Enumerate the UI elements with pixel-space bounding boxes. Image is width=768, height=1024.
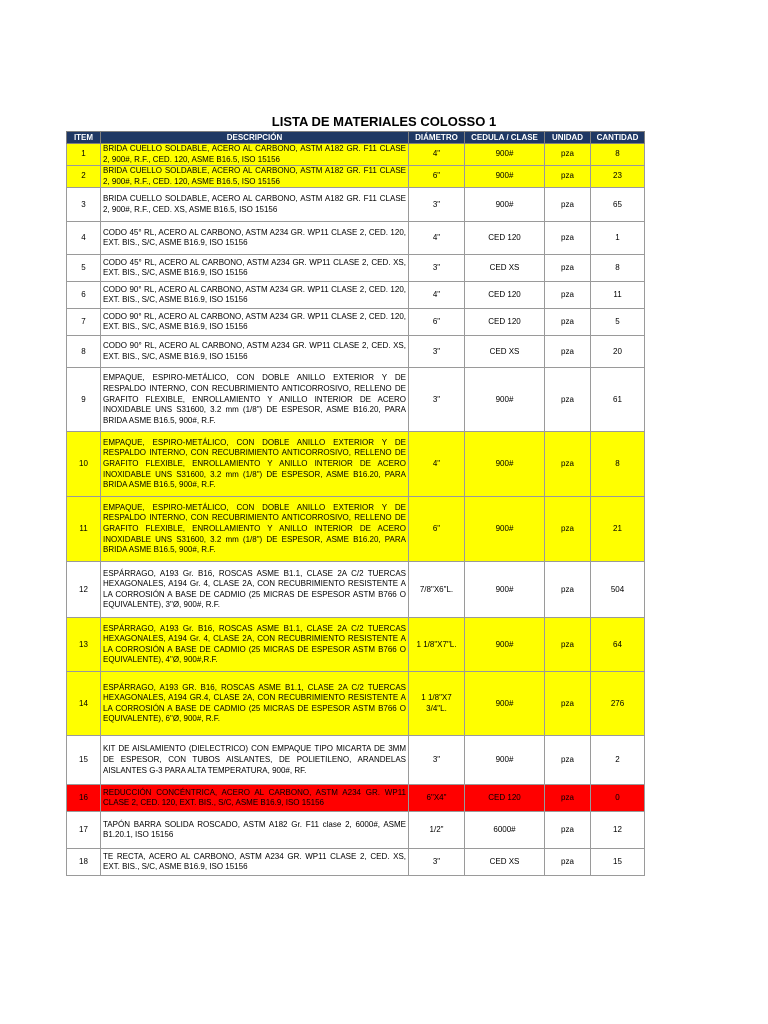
table-row bbox=[67, 562, 645, 618]
cell-cantidad: 15 bbox=[591, 849, 645, 876]
cell-cantidad: 5 bbox=[591, 309, 645, 336]
cell-cantidad: 276 bbox=[591, 672, 645, 736]
cell-cantidad: 8 bbox=[591, 144, 645, 166]
cell-cantidad: 61 bbox=[591, 368, 645, 432]
cell-cantidad: 20 bbox=[591, 336, 645, 368]
cell-cantidad: 1 bbox=[591, 222, 645, 255]
table-row bbox=[67, 812, 645, 849]
cell-unidad: pza bbox=[545, 849, 591, 876]
cell-item: 17 bbox=[67, 812, 101, 849]
cell-description: EMPAQUE, ESPIRO-METÁLICO, CON DOBLE ANILLO EXTERIOR Y DE RESPALDO INTERNO, CON RECUBRIMIENTO ANTICORROSIVO, RELLENO DE GRAFITO FLEXIBLE, ENROLLAMIENTO Y ANILLO INTERIOR DE ACERO INOXIDABLE UNS S31600, 3.2 mm (1/8") DE ESPESOR, ASME B16.20, PARA BRIDA ASME B16.5, 900#, R.F. bbox=[101, 497, 409, 562]
cell-unidad: pza bbox=[545, 282, 591, 309]
cell-cedula: 900# bbox=[465, 562, 545, 618]
cell-description: TAPÓN BARRA SOLIDA ROSCADO, ASTM A182 Gr. F11 clase 2, 6000#, ASME B1.20.1, ISO 15156 bbox=[101, 812, 409, 849]
cell-unidad: pza bbox=[545, 432, 591, 497]
cell-unidad: pza bbox=[545, 166, 591, 188]
cell-cantidad: 8 bbox=[591, 255, 645, 282]
cell-cedula: 900# bbox=[465, 432, 545, 497]
cell-diameter: 6"X4" bbox=[409, 785, 465, 812]
cell-cedula: 900# bbox=[465, 672, 545, 736]
cell-diameter: 4" bbox=[409, 432, 465, 497]
cell-diameter: 1/2" bbox=[409, 812, 465, 849]
cell-cantidad: 0 bbox=[591, 785, 645, 812]
cell-description: CODO 90° RL, ACERO AL CARBONO, ASTM A234 GR. WP11 CLASE 2, CED. 120, EXT. BIS., S/C, ASME B16.9, ISO 15156 bbox=[101, 309, 409, 336]
table-row bbox=[67, 849, 645, 876]
cell-cedula: 900# bbox=[465, 736, 545, 785]
cell-cantidad: 65 bbox=[591, 188, 645, 222]
materials-table bbox=[66, 131, 645, 876]
cell-item: 5 bbox=[67, 255, 101, 282]
cell-diameter: 3" bbox=[409, 368, 465, 432]
table-header-row bbox=[67, 132, 645, 144]
cell-unidad: pza bbox=[545, 188, 591, 222]
cell-description: EMPAQUE, ESPIRO-METÁLICO, CON DOBLE ANILLO EXTERIOR Y DE RESPALDO INTERNO, CON RECUBRIMIENTO ANTICORROSIVO, RELLENO DE GRAFITO FLEXIBLE, ENROLLAMIENTO Y ANILLO INTERIOR DE ACERO INOXIDABLE UNS S31600, 3.2 mm (1/8") DE ESPESOR, ASME B16.20, PARA BRIDA ASME B16.5, 900#, R.F. bbox=[101, 432, 409, 497]
cell-cedula: 900# bbox=[465, 188, 545, 222]
table-row bbox=[67, 222, 645, 255]
cell-cedula: 900# bbox=[465, 144, 545, 166]
cell-unidad: pza bbox=[545, 368, 591, 432]
cell-cedula: CED XS bbox=[465, 849, 545, 876]
cell-cantidad: 11 bbox=[591, 282, 645, 309]
cell-diameter: 1 1/8"X7 3/4"L. bbox=[409, 672, 465, 736]
cell-unidad: pza bbox=[545, 144, 591, 166]
table-row bbox=[67, 618, 645, 672]
cell-item: 16 bbox=[67, 785, 101, 812]
cell-description: CODO 45° RL, ACERO AL CARBONO, ASTM A234 GR. WP11 CLASE 2, CED. 120, EXT. BIS., S/C, ASME B16.9, ISO 15156 bbox=[101, 222, 409, 255]
table-row bbox=[67, 432, 645, 497]
cell-diameter: 7/8"X6"L. bbox=[409, 562, 465, 618]
cell-unidad: pza bbox=[545, 497, 591, 562]
table-row bbox=[67, 144, 645, 166]
cell-unidad: pza bbox=[545, 309, 591, 336]
cell-description: CODO 45° RL, ACERO AL CARBONO, ASTM A234 GR. WP11 CLASE 2, CED. XS, EXT. BIS., S/C, ASME B16.9, ISO 15156 bbox=[101, 255, 409, 282]
page-title: LISTA DE MATERIALES COLOSSO 1 bbox=[271, 114, 497, 129]
cell-diameter: 4" bbox=[409, 222, 465, 255]
cell-description: CODO 90° RL, ACERO AL CARBONO, ASTM A234 GR. WP11 CLASE 2, CED. 120, EXT. BIS., S/C, ASME B16.9, ISO 15156 bbox=[101, 282, 409, 309]
cell-cedula: CED 120 bbox=[465, 309, 545, 336]
cell-diameter: 6" bbox=[409, 309, 465, 336]
cell-item: 6 bbox=[67, 282, 101, 309]
cell-description: KIT DE AISLAMIENTO (DIELECTRICO) CON EMPAQUE TIPO MICARTA DE 3MM DE ESPESOR, CON TUBOS AISLANTES, DE POLIETILENO, ARANDELAS AISLANTES G-3 PARA ALTA TEMPERATURA, 900#, RF. bbox=[101, 736, 409, 785]
cell-unidad: pza bbox=[545, 618, 591, 672]
cell-cantidad: 64 bbox=[591, 618, 645, 672]
cell-item: 12 bbox=[67, 562, 101, 618]
cell-cantidad: 8 bbox=[591, 432, 645, 497]
cell-unidad: pza bbox=[545, 736, 591, 785]
cell-cedula: 900# bbox=[465, 368, 545, 432]
cell-unidad: pza bbox=[545, 562, 591, 618]
cell-unidad: pza bbox=[545, 672, 591, 736]
header-description: DESCRIPCIÓN bbox=[101, 132, 409, 144]
cell-diameter: 3" bbox=[409, 336, 465, 368]
cell-diameter: 3" bbox=[409, 188, 465, 222]
cell-diameter: 3" bbox=[409, 736, 465, 785]
cell-item: 8 bbox=[67, 336, 101, 368]
header-cantidad: CANTIDAD bbox=[591, 132, 645, 144]
cell-item: 14 bbox=[67, 672, 101, 736]
cell-cedula: 6000# bbox=[465, 812, 545, 849]
cell-item: 7 bbox=[67, 309, 101, 336]
cell-diameter: 4" bbox=[409, 144, 465, 166]
table-row bbox=[67, 736, 645, 785]
cell-cedula: CED 120 bbox=[465, 222, 545, 255]
header-unidad: UNIDAD bbox=[545, 132, 591, 144]
cell-item: 15 bbox=[67, 736, 101, 785]
cell-cantidad: 2 bbox=[591, 736, 645, 785]
table-row bbox=[67, 255, 645, 282]
cell-cantidad: 21 bbox=[591, 497, 645, 562]
table-row bbox=[67, 282, 645, 309]
cell-diameter: 1 1/8"X7"L. bbox=[409, 618, 465, 672]
cell-item: 2 bbox=[67, 166, 101, 188]
cell-cedula: 900# bbox=[465, 497, 545, 562]
table-row bbox=[67, 336, 645, 368]
table-row bbox=[67, 188, 645, 222]
cell-description: TE RECTA, ACERO AL CARBONO, ASTM A234 GR. WP11 CLASE 2, CED. XS, EXT. BIS., S/C, ASME B16.9, ISO 15156 bbox=[101, 849, 409, 876]
cell-cedula: CED 120 bbox=[465, 785, 545, 812]
cell-description: CODO 90° RL, ACERO AL CARBONO, ASTM A234 GR. WP11 CLASE 2, CED. XS, EXT. BIS., S/C, ASME B16.9, ISO 15156 bbox=[101, 336, 409, 368]
cell-cantidad: 12 bbox=[591, 812, 645, 849]
cell-cedula: 900# bbox=[465, 618, 545, 672]
cell-cedula: CED XS bbox=[465, 336, 545, 368]
table-row bbox=[67, 309, 645, 336]
cell-diameter: 6" bbox=[409, 497, 465, 562]
table-row bbox=[67, 166, 645, 188]
cell-cedula: 900# bbox=[465, 166, 545, 188]
cell-description: BRIDA CUELLO SOLDABLE, ACERO AL CARBONO, ASTM A182 GR. F11 CLASE 2, 900#, R.F., CED. 120, ASME B16.5, ISO 15156 bbox=[101, 144, 409, 166]
cell-item: 13 bbox=[67, 618, 101, 672]
cell-item: 11 bbox=[67, 497, 101, 562]
cell-description: BRIDA CUELLO SOLDABLE, ACERO AL CARBONO, ASTM A182 GR. F11 CLASE 2, 900#, R.F., CED. 120, ASME B16.5, ISO 15156 bbox=[101, 166, 409, 188]
cell-description: ESPÁRRAGO, A193 Gr. B16, ROSCAS ASME B1.1, CLASE 2A C/2 TUERCAS HEXAGONALES, A194 Gr. 4, CLASE 2A, CON RECUBRIMIENTO RESISTENTE A LA CORROSIÓN A BASE DE CADMIO (25 MICRAS DE ESPESOR ASTM B766 O EQUIVALENTE), 4"Ø, 900#,R.F. bbox=[101, 618, 409, 672]
cell-unidad: pza bbox=[545, 336, 591, 368]
table-row bbox=[67, 497, 645, 562]
table-row bbox=[67, 785, 645, 812]
cell-item: 3 bbox=[67, 188, 101, 222]
cell-description: ESPÁRRAGO, A193 GR. B16, ROSCAS ASME B1.1, CLASE 2A C/2 TUERCAS HEXAGONALES, A194 GR.4, CLASE 2A, CON RECUBRIMIENTO RESISTENTE A LA CORROSIÓN A BASE DE CADMIO (25 MICRAS DE ESPESOR ASTM B766 O EQUIVALENTE), 6"Ø, 900#, R.F. bbox=[101, 672, 409, 736]
cell-unidad: pza bbox=[545, 785, 591, 812]
cell-cantidad: 504 bbox=[591, 562, 645, 618]
cell-diameter: 3" bbox=[409, 255, 465, 282]
cell-description: ESPÁRRAGO, A193 Gr. B16, ROSCAS ASME B1.1, CLASE 2A C/2 TUERCAS HEXAGONALES, A194 Gr. 4, CLASE 2A, CON RECUBRIMIENTO RESISTENTE A LA CORROSIÓN A BASE DE CADMIO (25 MICRAS DE ESPESOR ASTM B766 O EQUIVALENTE), 3"Ø, 900#, R.F. bbox=[101, 562, 409, 618]
cell-item: 18 bbox=[67, 849, 101, 876]
cell-unidad: pza bbox=[545, 255, 591, 282]
cell-cantidad: 23 bbox=[591, 166, 645, 188]
cell-diameter: 4" bbox=[409, 282, 465, 309]
cell-unidad: pza bbox=[545, 222, 591, 255]
cell-description: REDUCCIÓN CONCÉNTRICA, ACERO AL CARBONO, ASTM A234 GR. WP11 CLASE 2, CED. 120, EXT. BIS., S/C, ASME B16.9, ISO 15156 bbox=[101, 785, 409, 812]
table-row bbox=[67, 368, 645, 432]
header-cedula: CEDULA / CLASE bbox=[465, 132, 545, 144]
cell-item: 9 bbox=[67, 368, 101, 432]
header-diameter: DIÁMETRO bbox=[409, 132, 465, 144]
cell-description: BRIDA CUELLO SOLDABLE, ACERO AL CARBONO, ASTM A182 GR. F11 CLASE 2, 900#, R.F., CED. XS, ASME B16.5, ISO 15156 bbox=[101, 188, 409, 222]
cell-diameter: 6" bbox=[409, 166, 465, 188]
cell-diameter: 3" bbox=[409, 849, 465, 876]
cell-cedula: CED XS bbox=[465, 255, 545, 282]
cell-item: 4 bbox=[67, 222, 101, 255]
table-row bbox=[67, 672, 645, 736]
cell-item: 10 bbox=[67, 432, 101, 497]
cell-cedula: CED 120 bbox=[465, 282, 545, 309]
header-item: ITEM bbox=[67, 132, 101, 144]
cell-unidad: pza bbox=[545, 812, 591, 849]
cell-description: EMPAQUE, ESPIRO-METÁLICO, CON DOBLE ANILLO EXTERIOR Y DE RESPALDO INTERNO, CON RECUBRIMIENTO ANTICORROSIVO, RELLENO DE GRAFITO FLEXIBLE, ENROLLAMIENTO Y ANILLO INTERIOR DE ACERO INOXIDABLE UNS S31600, 3.2 mm (1/8") DE ESPESOR, ASME B16.20, PARA BRIDA ASME B16.5, 900#, R.F. bbox=[101, 368, 409, 432]
cell-item: 1 bbox=[67, 144, 101, 166]
